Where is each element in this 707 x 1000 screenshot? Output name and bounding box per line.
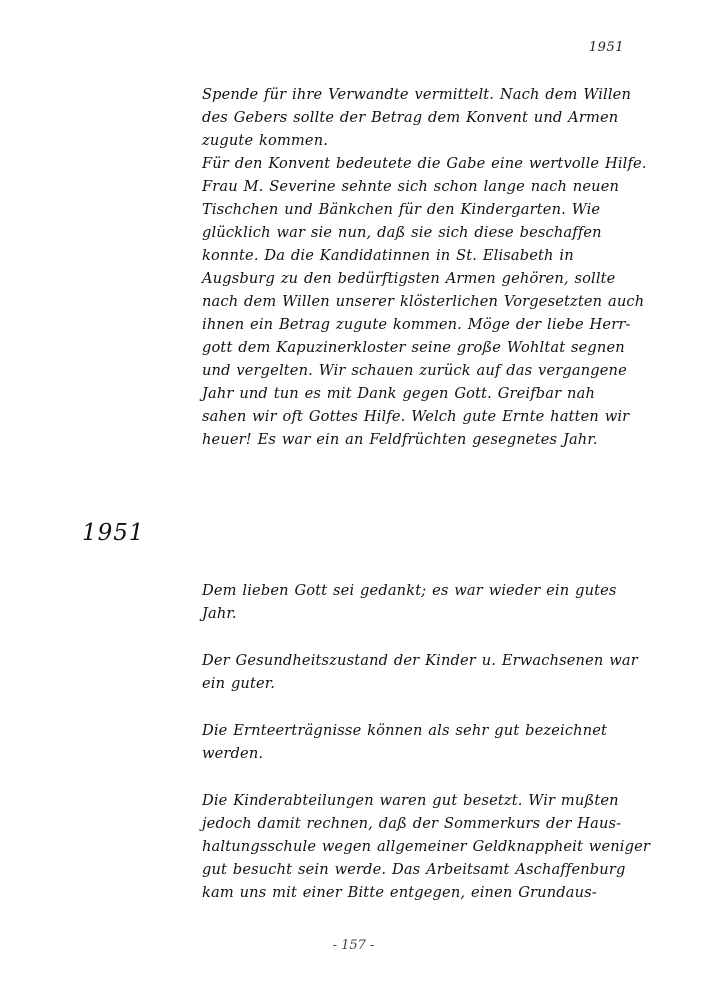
text-line: Spende für ihre Verwandte vermittelt. Nach dem Willen xyxy=(202,86,632,103)
text-line: Dem lieben Gott sei gedankt; es war wieder ein gutes xyxy=(202,582,617,599)
text-line: Der Gesundheitszustand der Kinder u. Erwachsenen war xyxy=(202,652,638,669)
text-line: glücklich war sie nun, daß sie sich diese beschaffen xyxy=(202,224,602,241)
text-line: Die Ernteerträgnisse können als sehr gut bezeichnet xyxy=(202,722,608,739)
text-line: haltungsschule wegen allgemeiner Geldknappheit weniger xyxy=(202,838,651,855)
text-line: konnte. Da die Kandidatinnen in St. Elisabeth in xyxy=(202,247,574,264)
text-line: des Gebers sollte der Betrag dem Konvent und Armen xyxy=(202,109,619,126)
text-line: ihnen ein Betrag zugute kommen. Möge der liebe Herr- xyxy=(202,316,631,333)
text-line: und vergelten. Wir schauen zurück auf das vergangene xyxy=(202,362,627,379)
text-line: ein guter. xyxy=(202,675,276,692)
text-line: gut besucht sein werde. Das Arbeitsamt Aschaffenburg xyxy=(202,861,626,878)
text-line: Tischchen und Bänkchen für den Kindergarten. Wie xyxy=(202,201,601,218)
text-line: Die Kinderabteilungen waren gut besetzt. Wir mußten xyxy=(202,792,619,809)
text-line: werden. xyxy=(202,745,264,762)
text-line: Jahr. xyxy=(202,605,237,622)
running-header-year: 1951 xyxy=(588,40,624,55)
section-year-heading: 1951 xyxy=(82,520,145,546)
text-line: sahen wir oft Gottes Hilfe. Welch gute Ernte hatten wir xyxy=(202,408,630,425)
text-line: Jahr und tun es mit Dank gegen Gott. Greifbar nah xyxy=(202,385,595,402)
text-line: jedoch damit rechnen, daß der Sommerkurs der Haus- xyxy=(202,815,622,832)
text-line: Für den Konvent bedeutete die Gabe eine wertvolle Hilfe. xyxy=(202,155,647,172)
text-line: zugute kommen. xyxy=(202,132,329,149)
text-line: nach dem Willen unserer klösterlichen Vorgesetzten auch xyxy=(202,293,645,310)
page-number: - 157 - xyxy=(332,938,375,953)
text-line: heuer! Es war ein an Feldfrüchten gesegnetes Jahr. xyxy=(202,431,598,448)
text-line: kam uns mit einer Bitte entgegen, einen Grundaus- xyxy=(202,884,597,901)
text-line: gott dem Kapuzinerkloster seine große Wohltat segnen xyxy=(202,339,625,356)
text-line: Augsburg zu den bedürftigsten Armen gehören, sollte xyxy=(202,270,616,287)
text-line: Frau M. Severine sehnte sich schon lange nach neuen xyxy=(202,178,620,195)
